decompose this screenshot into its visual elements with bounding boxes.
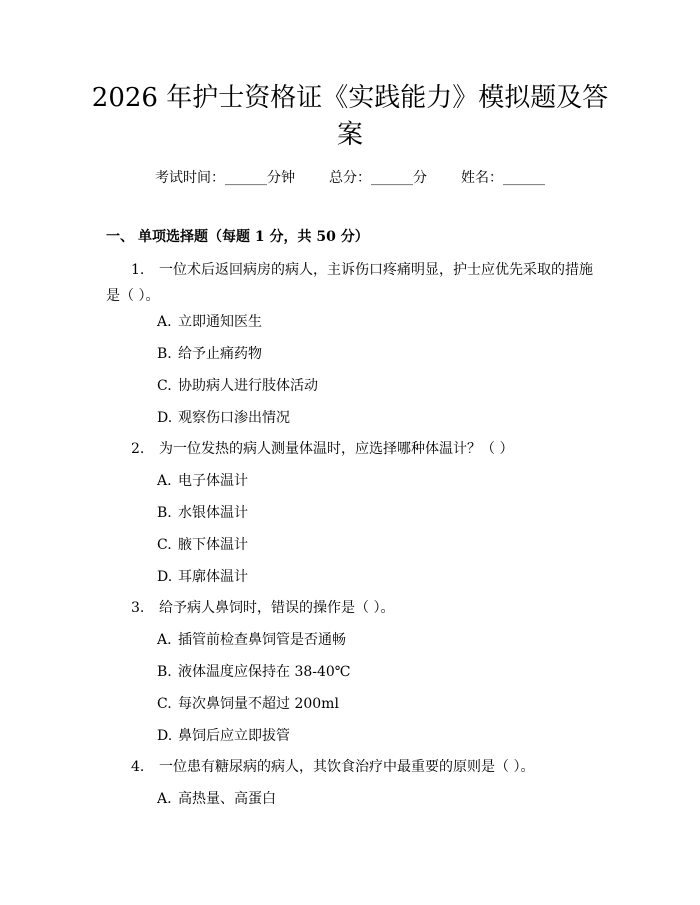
option-letter: C.: [157, 378, 172, 394]
section-heading: [106, 228, 369, 246]
option-item: [157, 727, 290, 745]
option-text: 耳廓体温计: [178, 569, 248, 585]
exam-meta: [0, 169, 700, 187]
question-number: 3.: [131, 600, 145, 616]
total-score: 总分：______分: [329, 170, 427, 186]
question-stem: [106, 257, 600, 309]
option-letter: B.: [157, 505, 172, 521]
option-item: [157, 313, 262, 331]
option-letter: A.: [157, 473, 172, 489]
section-number: 一、: [106, 229, 134, 245]
question-number: 2.: [131, 441, 145, 457]
option-letter: C.: [157, 537, 172, 553]
option-text: 水银体温计: [178, 505, 248, 521]
question-number: 4.: [131, 759, 145, 775]
option-text: 插管前检查鼻饲管是否通畅: [178, 632, 346, 648]
option-text: 电子体温计: [178, 473, 248, 489]
option-item: [157, 345, 262, 363]
question-text: 一位术后返回病房的病人，主诉伤口疼痛明显，护士应优先采取的措施是（ ）。: [106, 262, 593, 304]
option-text: 鼻饲后应立即拔管: [178, 728, 290, 744]
option-item: [157, 377, 318, 395]
option-letter: A.: [157, 632, 172, 648]
option-letter: D.: [157, 569, 173, 585]
option-text: 每次鼻饲量不超过 200ml: [178, 696, 339, 712]
option-item: [157, 790, 276, 808]
option-text: 立即通知医生: [178, 314, 262, 330]
option-text: 高热量、高蛋白: [178, 791, 276, 807]
question-text: 给予病人鼻饲时，错误的操作是（ ）。: [159, 600, 395, 616]
option-text: 腋下体温计: [178, 537, 248, 553]
option-text: 观察伤口渗出情况: [178, 410, 290, 426]
option-item: [157, 663, 350, 681]
option-item: [157, 536, 248, 554]
question-stem: [106, 595, 600, 621]
option-letter: D.: [157, 410, 173, 426]
question-stem: [106, 436, 600, 462]
option-text: 协助病人进行肢体活动: [178, 378, 318, 394]
option-item: [157, 568, 248, 586]
option-letter: D.: [157, 728, 173, 744]
question-text: 一位患有糖尿病的病人，其饮食治疗中最重要的原则是（ ）。: [159, 759, 535, 775]
option-item: [157, 409, 290, 427]
option-item: [157, 504, 248, 522]
option-letter: B.: [157, 664, 172, 680]
question-number: 1.: [131, 262, 145, 278]
option-text: 液体温度应保持在 38-40℃: [178, 664, 351, 680]
section-title: 单项选择题（每题 1 分，共 50 分）: [138, 229, 369, 245]
question-text: 为一位发热的病人测量体温时，应选择哪种体温计？（ ）: [159, 441, 514, 457]
document-title: [0, 80, 700, 154]
option-item: [157, 631, 346, 649]
option-letter: C.: [157, 696, 172, 712]
option-letter: A.: [157, 791, 172, 807]
question-stem: [106, 754, 600, 780]
option-item: [157, 472, 248, 490]
option-item: [157, 695, 339, 713]
option-letter: B.: [157, 346, 172, 362]
option-text: 给予止痛药物: [178, 346, 262, 362]
title-line-1: 2026 年护士资格证《实践能力》模拟题及答: [91, 83, 609, 113]
title-line-2: 案: [336, 120, 363, 150]
exam-time: 考试时间：______分钟: [155, 170, 295, 186]
student-name: 姓名：______: [461, 170, 545, 186]
option-letter: A.: [157, 314, 172, 330]
